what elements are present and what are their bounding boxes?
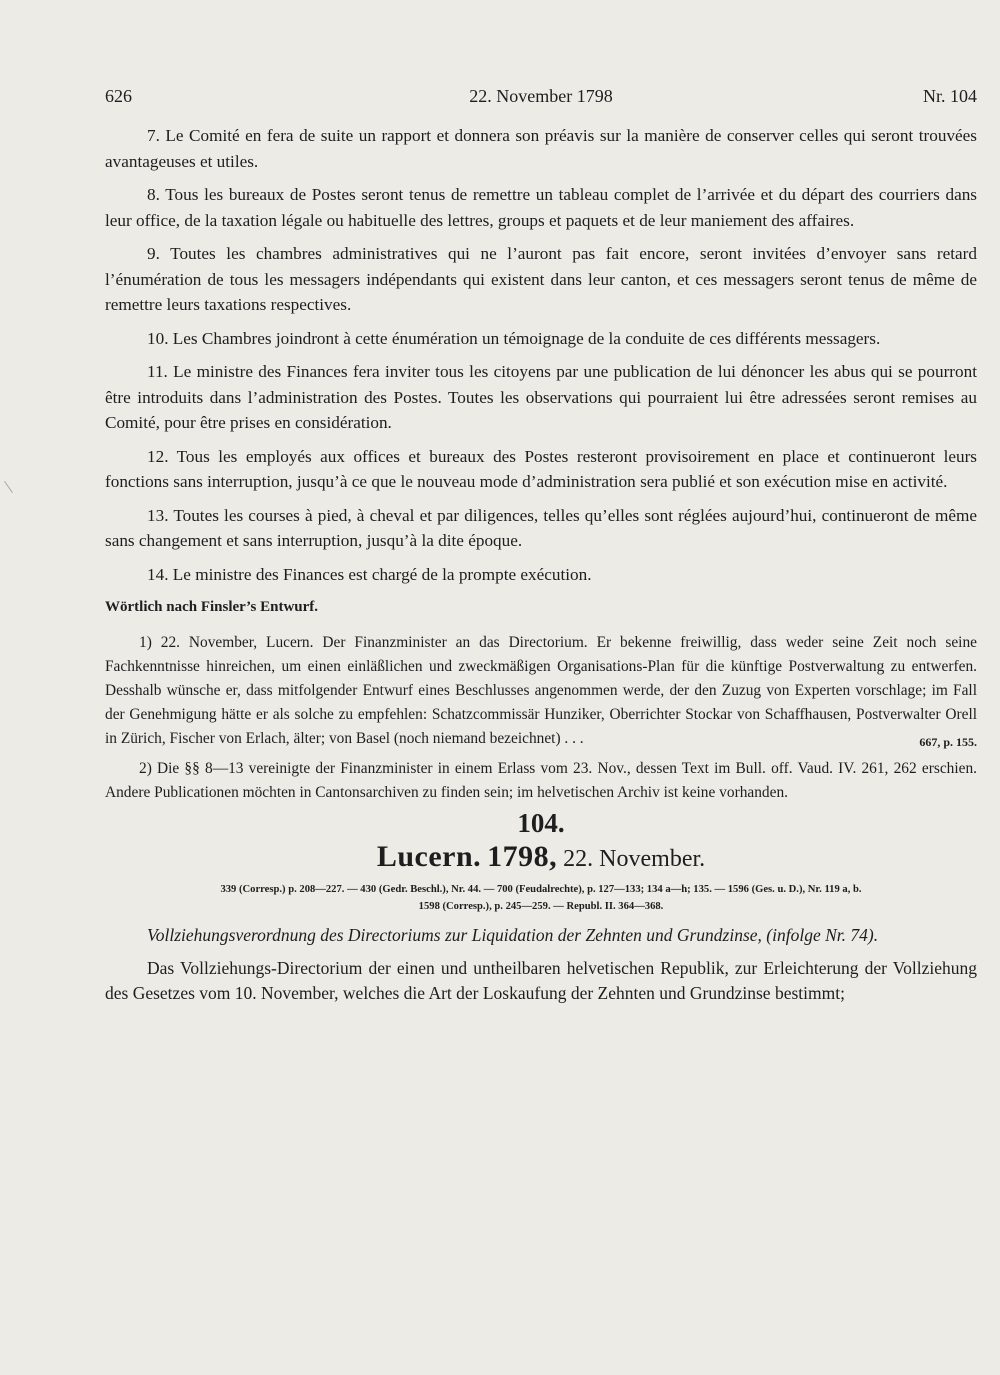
article-7: 7. Le Comité en fera de suite un rapport et donnera son préavis sur la manière de conserver celles qui seront trouvées avantageuses et utiles.: [105, 126, 977, 171]
source-note: Wörtlich nach Finsler’s Entwurf.: [105, 599, 319, 615]
document-number: 104.: [517, 807, 565, 838]
archive-sources: [105, 881, 977, 915]
running-head: [105, 86, 977, 112]
article-13: 13. Toutes les courses à pied, à cheval et par diligences, telles qu’elles sont réglées aujourd’hui, continueront de même sans changement et sans interruption, jusqu’à la dite époque.: [105, 505, 977, 550]
article-10: 10. Les Chambres joindront à cette énumération un témoignage de la conduite de ces différents messagers.: [147, 328, 881, 348]
article-14: 14. Le ministre des Finances est chargé de la prompte exécution.: [147, 564, 592, 584]
article-9: 9. Toutes les chambres administratives qui ne l’auront pas fait encore, seront invitées d’envoyer sans retard l’énumération de tous les messagers indépendants qui existent dans leur canton, et ces messagers seront tenus de même de remettre leurs taxations respectives.: [105, 244, 977, 314]
document-day: 22. November.: [563, 846, 706, 872]
document-year: 1798,: [487, 840, 558, 873]
sources-line-1: 339 (Corresp.) p. 208—227. — 430 (Gedr. Beschl.), Nr. 44. — 700 (Feudalrechte), p. 127—133; 134 a—h; 135. — 1596 (Ges. u. D.), Nr. 119 a, b.: [220, 883, 862, 895]
document-opening: Das Vollziehungs-Directorium der einen und untheilbaren helvetischen Republik, zur Erleichterung der Vollziehung des Gesetzes vom 10. November, welches die Art der Loskaufung der Zehnten und Grundzinse bestimmt;: [105, 957, 977, 1003]
footnote-1: [105, 631, 977, 751]
page-number: 626: [105, 86, 132, 106]
margin-mark: [4, 481, 13, 493]
article-8: 8. Tous les bureaux de Postes seront tenus de remettre un tableau complet de l’arrivée et du départ des courriers dans leur office, de la taxation légale ou habituelle des lettres, groups et paquets et de leur maniement des affaires.: [105, 185, 977, 230]
sources-line-2: 1598 (Corresp.), p. 245—259. — Republ. II. 364—368.: [418, 900, 664, 912]
footnote-1-reference: 667, p. 155.: [919, 734, 977, 749]
body-text: [105, 123, 977, 1014]
document-place: Lucern.: [376, 840, 482, 873]
article-12: 12. Tous les employés aux offices et bureaux des Postes resteront provisoirement en place et continueront leurs fonctions sans interruption, jusqu’à ce que le nouveau mode d’administration sera publié et son exécution mise en activité.: [105, 446, 977, 491]
footnote-2: [105, 757, 977, 805]
header-date: 22. November 1798: [469, 86, 613, 106]
document-regest: Vollziehungsverordnung des Directoriums zur Liquidation der Zehnten und Grundzinse, (infolge Nr. 74).: [147, 924, 879, 945]
document-heading: [105, 840, 977, 873]
article-11: 11. Le ministre des Finances fera inviter tous les citoyens par une publication de lui dénoncer les abus qui se pourront être introduits dans l’administration des Postes. Toutes les observations qui pourraient lui être adressées seront remises au Comité, pour être prises en considération.: [105, 362, 977, 432]
footnote-2-text: 2) Die §§ 8—13 vereinigte der Finanzminister in einem Erlass vom 23. Nov., dessen Text im Bull. off. Vaud. IV. 261, 262 erschien. Andere Publicationen möchten in Cantonsarchiven zu finden sein; im helvetischen Archiv ist keine vorhanden.: [105, 759, 977, 801]
footnote-1-text: 1) 22. November, Lucern. Der Finanzminister an das Directorium. Er bekenne freiwillig, dass weder seine Zeit noch seine Fachkenntnisse hinreichen, um einen einläßlichen und zweckmäßigen Organisations-Plan für die künftige Postverwaltung zu entwerfen. Desshalb wünsche er, dass mitfolgender Entwurf eines Beschlusses angenommen werde, der den Zuzug von Experten vorschlage; im Fall der Genehmigung hätte er als solche zu empfehlen: Schatzcommissär Hunziker, Oberrichter Stockar von Schaffhausen, Postverwalter Orell in Zürich, Fischer von Erlach, älter; von Basel (noch niemand bezeichnet) . . .: [105, 633, 977, 747]
header-document-number: Nr. 104: [923, 86, 977, 106]
